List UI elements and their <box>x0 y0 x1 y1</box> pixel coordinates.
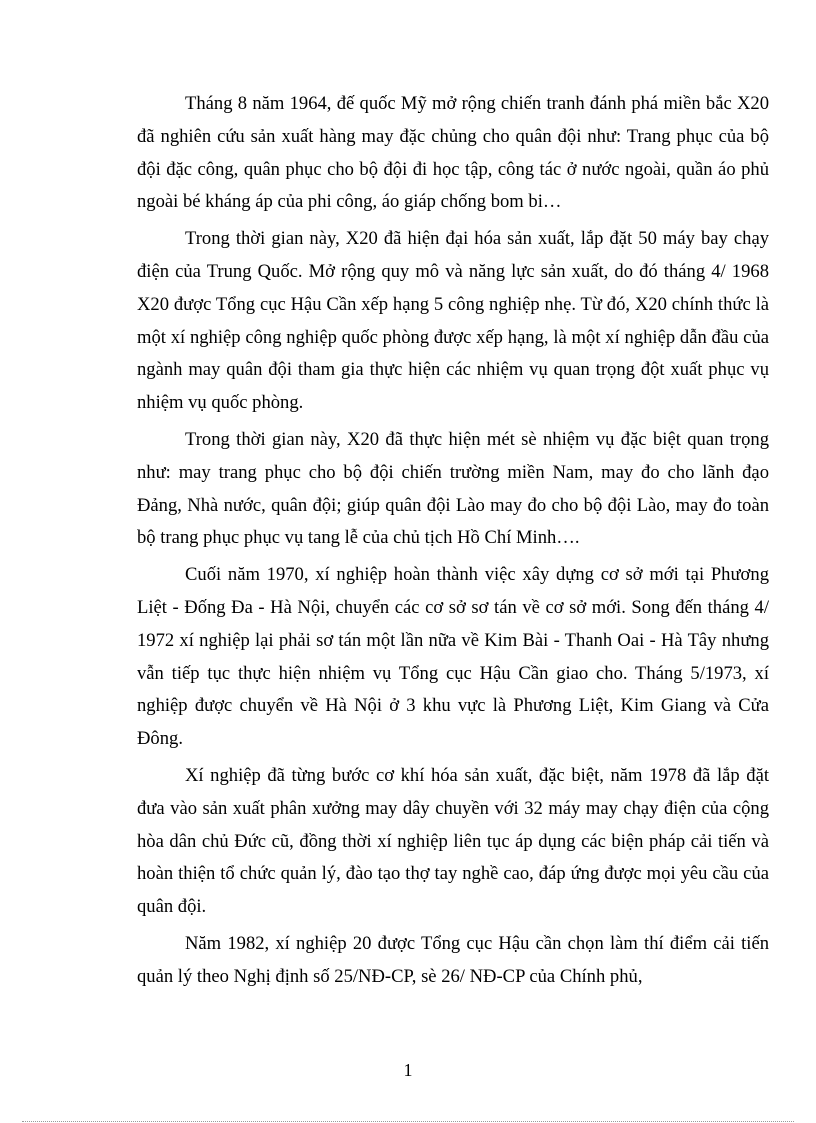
paragraph-3: Trong thời gian này, X20 đã thực hiện mét sè nhiệm vụ đặc biệt quan trọng như: may trang phục cho bộ đội chiến trường miền Nam, may đo cho lãnh đạo Đảng, Nhà nước, quân đội; giúp quân đội Lào may đo cho bộ đội Lào, may đo toàn bộ trang phục phục vụ tang lễ của chủ tịch Hồ Chí Minh…. <box>137 428 769 549</box>
document-body <box>137 88 769 998</box>
paragraph-5: Xí nghiệp đã từng bước cơ khí hóa sản xuất, đặc biệt, năm 1978 đã lắp đặt đưa vào sản xuất phân xưởng may dây chuyền với 32 máy may chạy điện của cộng hòa dân chủ Đức cũ, đồng thời xí nghiệp liên tục áp dụng các biện pháp cải tiến và hoàn thiện tổ chức quản lý, đào tạo thợ tay nghề cao, đáp ứng được mọi yêu cầu của quân đội. <box>137 764 769 918</box>
page-number: 1 <box>403 1060 413 1080</box>
paragraph-1: Tháng 8 năm 1964, đế quốc Mỹ mở rộng chiến tranh đánh phá miền bắc X20 đã nghiên cứu sản xuất hàng may đặc chủng cho quân đội như: Trang phục của bộ đội đặc công, quân phục cho bộ đội đi học tập, công tác ở nước ngoài, quần áo phủ ngoài bé kháng áp của phi công, áo giáp chống bom bi… <box>137 93 769 213</box>
page-bottom-divider <box>22 1121 794 1122</box>
paragraph-4: Cuối năm 1970, xí nghiệp hoàn thành việc xây dựng cơ sở mới tại Phương Liệt - Đống Đa - Hà Nội, chuyển các cơ sở sơ tán về cơ sở mới. Song đến tháng 4/ 1972 xí nghiệp lại phải sơ tán một lần nữa về Kim Bài - Thanh Oai - Hà Tây nhưng vẫn tiếp tục thực hiện nhiệm vụ Tổng cục Hậu Cần giao cho. Tháng 5/1973, xí nghiệp được chuyển về Hà Nội ở 3 khu vực là Phương Liệt, Kim Giang và Cửa Đông. <box>137 564 769 750</box>
paragraph-2: Trong thời gian này, X20 đã hiện đại hóa sản xuất, lắp đặt 50 máy bay chạy điện của Trung Quốc. Mở rộng quy mô và năng lực sản xuất, do đó tháng 4/ 1968 X20 được Tổng cục Hậu Cần xếp hạng 5 công nghiệp nhẹ. Từ đó, X20 chính thức là một xí nghiệp công nghiệp quốc phòng được xếp hạng, là một xí nghiệp dẫn đầu của ngành may quân đội tham gia thực hiện các nhiệm vụ quan trọng đột xuất phục vụ nhiệm vụ quốc phòng. <box>137 228 769 414</box>
paragraph-6: Năm 1982, xí nghiệp 20 được Tổng cục Hậu cần chọn làm thí điểm cải tiến quản lý theo Nghị định số 25/NĐ-CP, sè 26/ NĐ-CP của Chính phủ, <box>137 932 769 987</box>
